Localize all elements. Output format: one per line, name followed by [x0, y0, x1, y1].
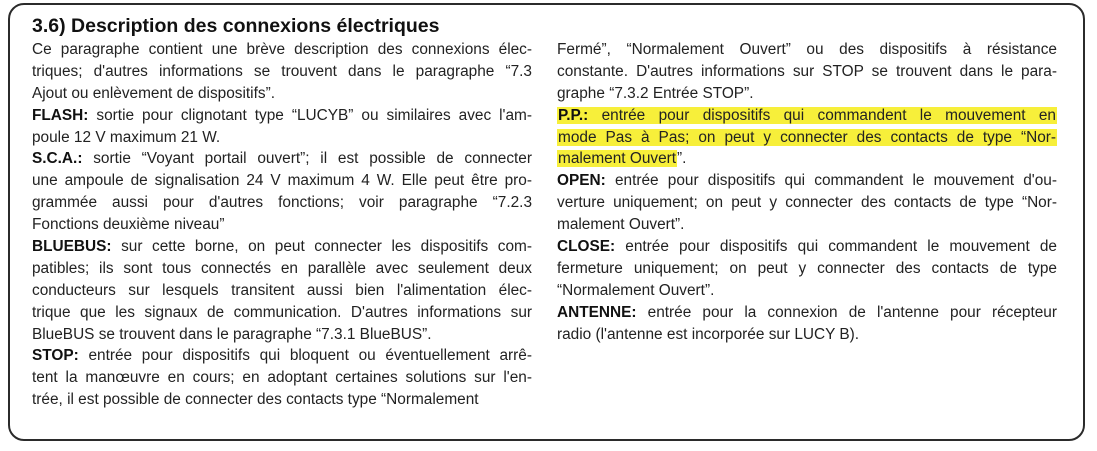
line-text: entrée pour dispositifs qui commandent le mouvement de: [615, 238, 1057, 256]
line-text: Fonctions deuxième niveau”: [32, 216, 225, 234]
term-label: OPEN:: [557, 172, 606, 190]
text-line: [557, 324, 1057, 346]
text-line: [557, 61, 1057, 83]
text-line: [32, 345, 532, 367]
text-line: [32, 258, 532, 280]
text-line: [557, 214, 1057, 236]
text-line: [32, 105, 532, 127]
term-label: P.P.:: [558, 106, 589, 124]
line-text: malement Ouvert: [558, 150, 677, 168]
line-text: malement Ouvert”.: [557, 216, 685, 234]
line-text: tent la manœuvre en cours; en adoptant certaines solutions sur l'en-: [32, 369, 532, 387]
text-line: [32, 61, 532, 83]
line-text: verture uniquement; on peut y connecter des contacts de type “Nor-: [557, 194, 1057, 212]
line-text: sortie pour clignotant type “LUCYB” ou similaires avec l'am-: [88, 106, 532, 124]
text-line: [557, 302, 1057, 324]
text-line: [32, 302, 532, 324]
text-line: [32, 170, 532, 192]
text-line: [557, 192, 1057, 214]
line-text: Fermé”, “Normalement Ouvert” ou des dispositifs à résistance: [557, 41, 1057, 58]
line-text: entrée pour la connexion de l'antenne pour récepteur: [636, 303, 1057, 321]
highlighted-text: [557, 107, 1057, 124]
line-text: triques; d'autres informations se trouvent dans le paragraphe “7.3: [32, 62, 532, 80]
line-text: entrée pour dispositifs qui bloquent ou éventuellement arrê-: [78, 347, 532, 365]
line-text: graphe “7.3.2 Entrée STOP”.: [557, 84, 754, 102]
line-tail: ”.: [677, 150, 687, 168]
text-line: [32, 83, 532, 105]
line-text: Ajout ou enlèvement de dispositifs”.: [32, 84, 275, 102]
term-label: BLUEBUS:: [32, 238, 112, 256]
line-text: sur cette borne, on peut connecter les dispositifs com-: [111, 238, 532, 256]
text-line: [557, 258, 1057, 280]
term-label: S.C.A.:: [32, 150, 83, 168]
text-line: [32, 389, 532, 411]
text-line: [557, 127, 1057, 149]
line-text: Ce paragraphe contient une brève description des connexions élec-: [32, 41, 532, 58]
text-line: [557, 39, 1057, 61]
text-line: [557, 105, 1057, 127]
section-title: 3.6) Description des connexions électriques: [32, 15, 440, 37]
line-text: entrée pour dispositifs qui commandent le mouvement d'ou-: [605, 172, 1057, 190]
text-line: [32, 236, 532, 258]
text-line: [32, 39, 532, 61]
line-text: patibles; ils sont tous connectés en parallèle avec seulement deux: [32, 259, 532, 277]
line-text: conducteurs sur lesquels transitent aussi bien l'alimentation élec-: [32, 281, 532, 299]
text-line: [32, 148, 532, 170]
term-label: STOP:: [32, 347, 79, 365]
line-text: trique que les signaux de communication. D'autres informations sur: [32, 303, 532, 321]
line-text: BlueBUS se trouvent dans le paragraphe “7.3.1 BlueBUS”.: [32, 325, 432, 343]
highlighted-text: [557, 129, 1057, 146]
text-line: [32, 192, 532, 214]
line-text: radio (l'antenne est incorporée sur LUCY B).: [557, 325, 860, 343]
line-text: entrée pour dispositifs qui commandent le mouvement en: [588, 106, 1056, 124]
line-text: trée, il est possible de connecter des contacts type “Normalement: [32, 391, 479, 409]
text-line: [557, 170, 1057, 192]
text-line: [32, 324, 532, 346]
text-line: [557, 83, 1057, 105]
text-line: [557, 236, 1057, 258]
text-line: [32, 367, 532, 389]
line-text: poule 12 V maximum 21 W.: [32, 128, 221, 146]
text-line: [32, 280, 532, 302]
line-text: “Normalement Ouvert”.: [557, 281, 715, 299]
term-label: CLOSE:: [557, 238, 616, 256]
line-text: mode Pas à Pas; on peut y connecter des contacts de type “Nor-: [558, 128, 1056, 146]
line-text: grammée aussi pour d'autres fonctions; voir paragraphe “7.2.3: [32, 194, 532, 212]
line-text: une ampoule de signalisation 24 V maximum 4 W. Elle peut être pro-: [32, 172, 532, 190]
highlighted-text: [557, 150, 677, 167]
text-line: [32, 127, 532, 149]
text-line: [32, 214, 532, 236]
text-line: [557, 280, 1057, 302]
line-text: sortie “Voyant portail ouvert”; il est possible de connecter: [82, 150, 532, 168]
text-line: [557, 148, 1057, 170]
term-label: ANTENNE:: [557, 303, 637, 321]
term-label: FLASH:: [32, 106, 89, 124]
right-column: [557, 39, 1057, 345]
left-column: [32, 39, 532, 411]
line-text: fermeture uniquement; on peut y connecter des contacts de type: [557, 259, 1057, 277]
line-text: constante. D'autres informations sur STOP se trouvent dans le para-: [557, 62, 1057, 80]
